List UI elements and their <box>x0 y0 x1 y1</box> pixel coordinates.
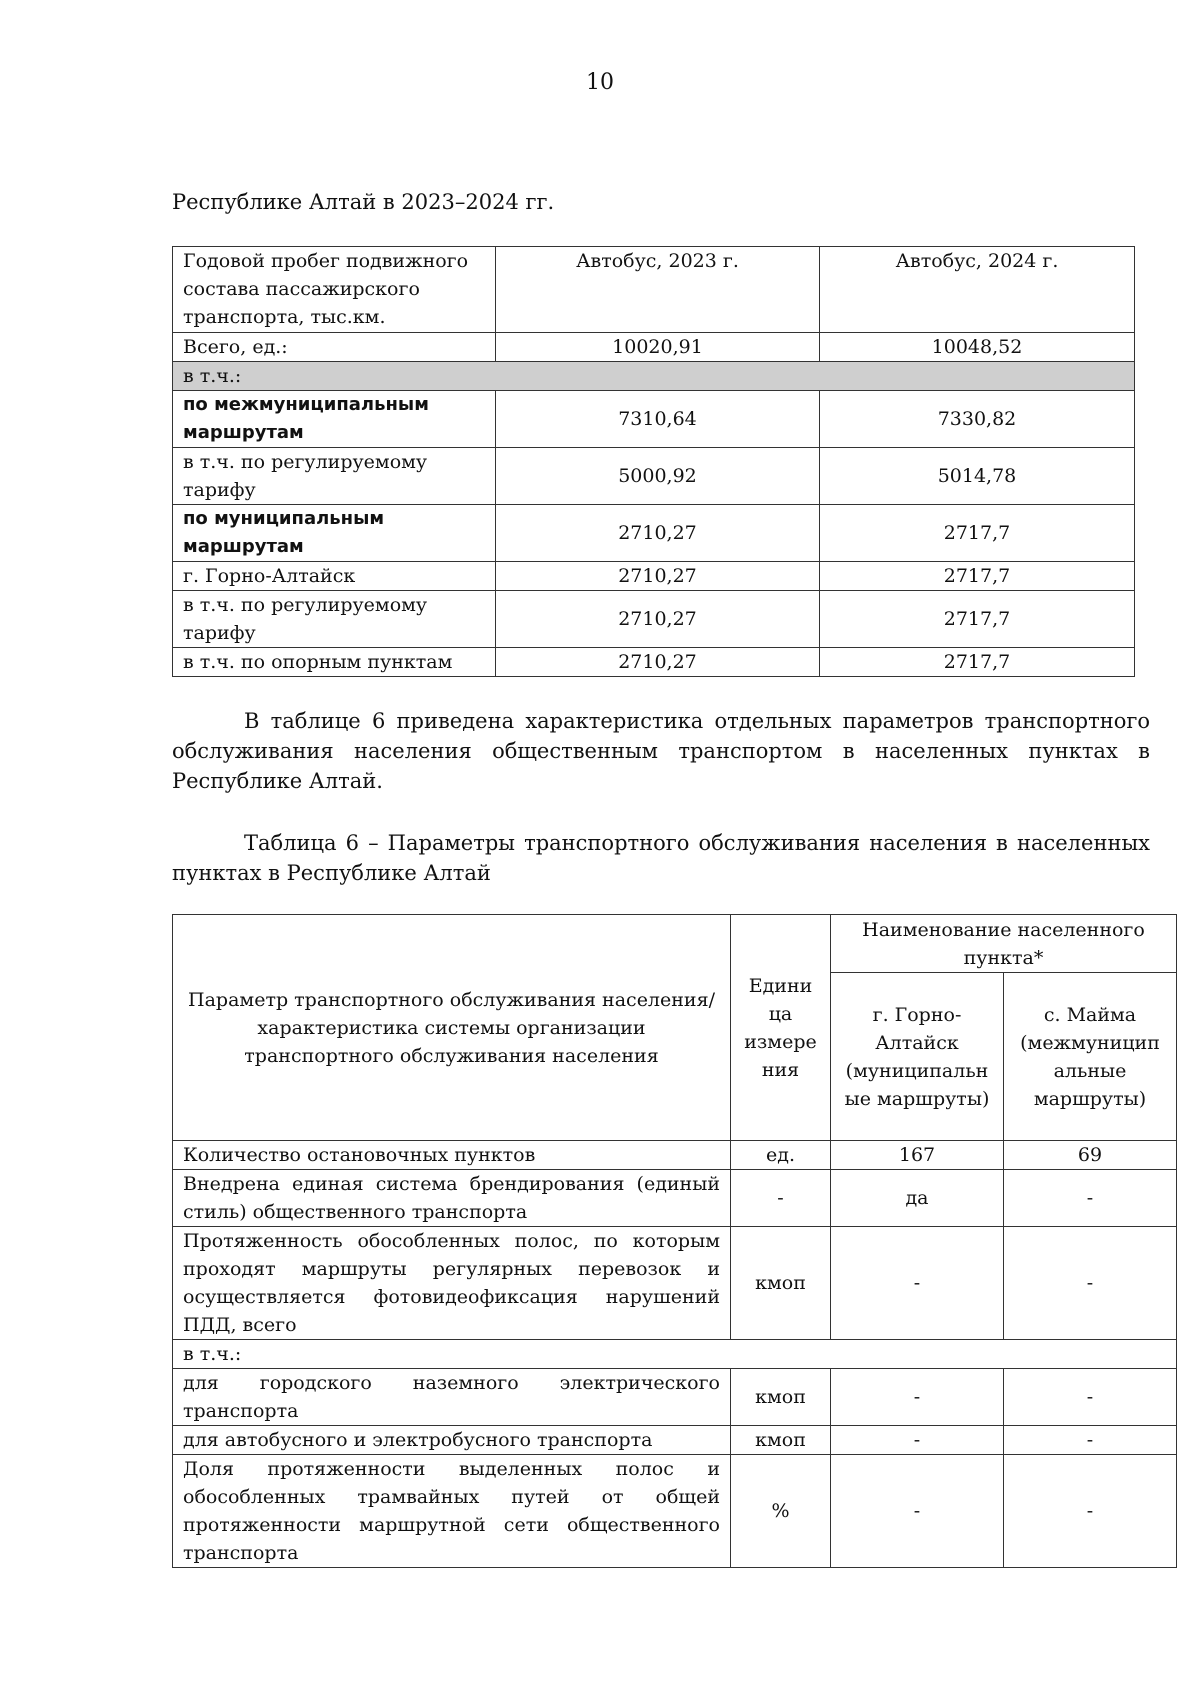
row-2023: 2710,27 <box>496 562 820 591</box>
header-gorno-altaysk: г. Горно-Алтайск (муниципальн ые маршруты) <box>831 973 1004 1141</box>
row-2024: 5014,78 <box>820 448 1135 505</box>
table-row <box>173 562 1135 591</box>
table6-caption-text: Таблица 6 – Параметры транспортного обслуживания населения в населенных пунктах в Республике Алтай <box>172 831 1150 885</box>
row-unit: кмоп <box>731 1369 831 1426</box>
row-label: в т.ч. по регулируемому тарифу <box>173 591 496 648</box>
table-row-incl <box>173 1340 1177 1369</box>
table-row <box>173 1227 1177 1340</box>
row-label: по муниципальным маршрутам <box>173 505 496 562</box>
row-2023: 7310,64 <box>496 391 820 448</box>
row-2024: 2717,7 <box>820 591 1135 648</box>
row-col1: - <box>831 1227 1004 1340</box>
table-row <box>173 391 1135 448</box>
table-row <box>173 1426 1177 1455</box>
page-number: 10 <box>586 70 614 95</box>
row-col1: - <box>831 1455 1004 1568</box>
header-bus-2024: Автобус, 2024 г. <box>820 247 1135 333</box>
row-2023: 2710,27 <box>496 505 820 562</box>
table-header-row <box>173 247 1135 333</box>
row-unit: ед. <box>731 1141 831 1170</box>
row-2024: 2717,7 <box>820 562 1135 591</box>
table-row-incl <box>173 362 1135 391</box>
table-row <box>173 1170 1177 1227</box>
row-col1: - <box>831 1369 1004 1426</box>
row-param: Внедрена единая система брендирования (единый стиль) общественного транспорта <box>173 1170 731 1227</box>
table-row <box>173 448 1135 505</box>
row-label: в т.ч. по опорным пунктам <box>173 648 496 677</box>
row-2023: 2710,27 <box>496 591 820 648</box>
row-2024: 7330,82 <box>820 391 1135 448</box>
row-unit: % <box>731 1455 831 1568</box>
row-param: Доля протяженности выделенных полос и обособленных трамвайных путей от общей протяженности маршрутной сети общественного транспорта <box>173 1455 731 1568</box>
row-param: Количество остановочных пунктов <box>173 1141 731 1170</box>
header-mayma: с. Майма (межмуницип альные маршруты) <box>1004 973 1177 1141</box>
mileage-table <box>172 246 1135 677</box>
row-label: в т.ч. по регулируемому тарифу <box>173 448 496 505</box>
row-col2: 69 <box>1004 1141 1177 1170</box>
table6-caption <box>172 828 1150 888</box>
table-header-row <box>173 915 1177 973</box>
header-unit: Едини ца измере ния <box>731 915 831 1141</box>
header-param: Параметр транспортного обслуживания населения/ характеристика системы организации транспортного обслуживания населения <box>173 915 731 1141</box>
total-label: Всего, ед.: <box>173 333 496 362</box>
table-row <box>173 1455 1177 1568</box>
row-col2: - <box>1004 1455 1177 1568</box>
table-row-total <box>173 333 1135 362</box>
row-param: для автобусного и электробусного транспорта <box>173 1426 731 1455</box>
body-paragraph <box>172 706 1150 796</box>
table-row <box>173 1369 1177 1426</box>
row-param: для городского наземного электрического транспорта <box>173 1369 731 1426</box>
total-2023: 10020,91 <box>496 333 820 362</box>
row-col2: - <box>1004 1227 1177 1340</box>
table-row <box>173 1141 1177 1170</box>
row-col2: - <box>1004 1369 1177 1426</box>
row-label: г. Горно-Алтайск <box>173 562 496 591</box>
table-row <box>173 648 1135 677</box>
row-col1: да <box>831 1170 1004 1227</box>
paragraph-text: В таблице 6 приведена характеристика отдельных параметров транспортного обслуживания населения общественным транспортом в населенных пунктах в Республике Алтай. <box>172 709 1150 793</box>
row-unit: кмоп <box>731 1227 831 1340</box>
row-col2: - <box>1004 1426 1177 1455</box>
header-settlement-group: Наименование населенного пункта* <box>831 915 1177 973</box>
row-2024: 2717,7 <box>820 648 1135 677</box>
row-label: по межмуниципальным маршрутам <box>173 391 496 448</box>
row-param: Протяженность обособленных полос, по которым проходят маршруты регулярных перевозок и осуществляется фотовидеофиксация нарушений ПДД, всего <box>173 1227 731 1340</box>
incl-label: в т.ч.: <box>173 1340 1177 1369</box>
row-unit: кмоп <box>731 1426 831 1455</box>
row-col1: - <box>831 1426 1004 1455</box>
table-row <box>173 591 1135 648</box>
table-caption-continued: Республике Алтай в 2023–2024 гг. <box>172 190 555 214</box>
transport-parameters-table <box>172 914 1177 1568</box>
row-2023: 2710,27 <box>496 648 820 677</box>
row-2023: 5000,92 <box>496 448 820 505</box>
table-row <box>173 505 1135 562</box>
incl-label: в т.ч.: <box>173 362 1135 391</box>
row-unit: - <box>731 1170 831 1227</box>
header-mileage: Годовой пробег подвижного состава пассажирского транспорта, тыс.км. <box>173 247 496 333</box>
header-bus-2023: Автобус, 2023 г. <box>496 247 820 333</box>
row-col2: - <box>1004 1170 1177 1227</box>
row-2024: 2717,7 <box>820 505 1135 562</box>
total-2024: 10048,52 <box>820 333 1135 362</box>
row-col1: 167 <box>831 1141 1004 1170</box>
